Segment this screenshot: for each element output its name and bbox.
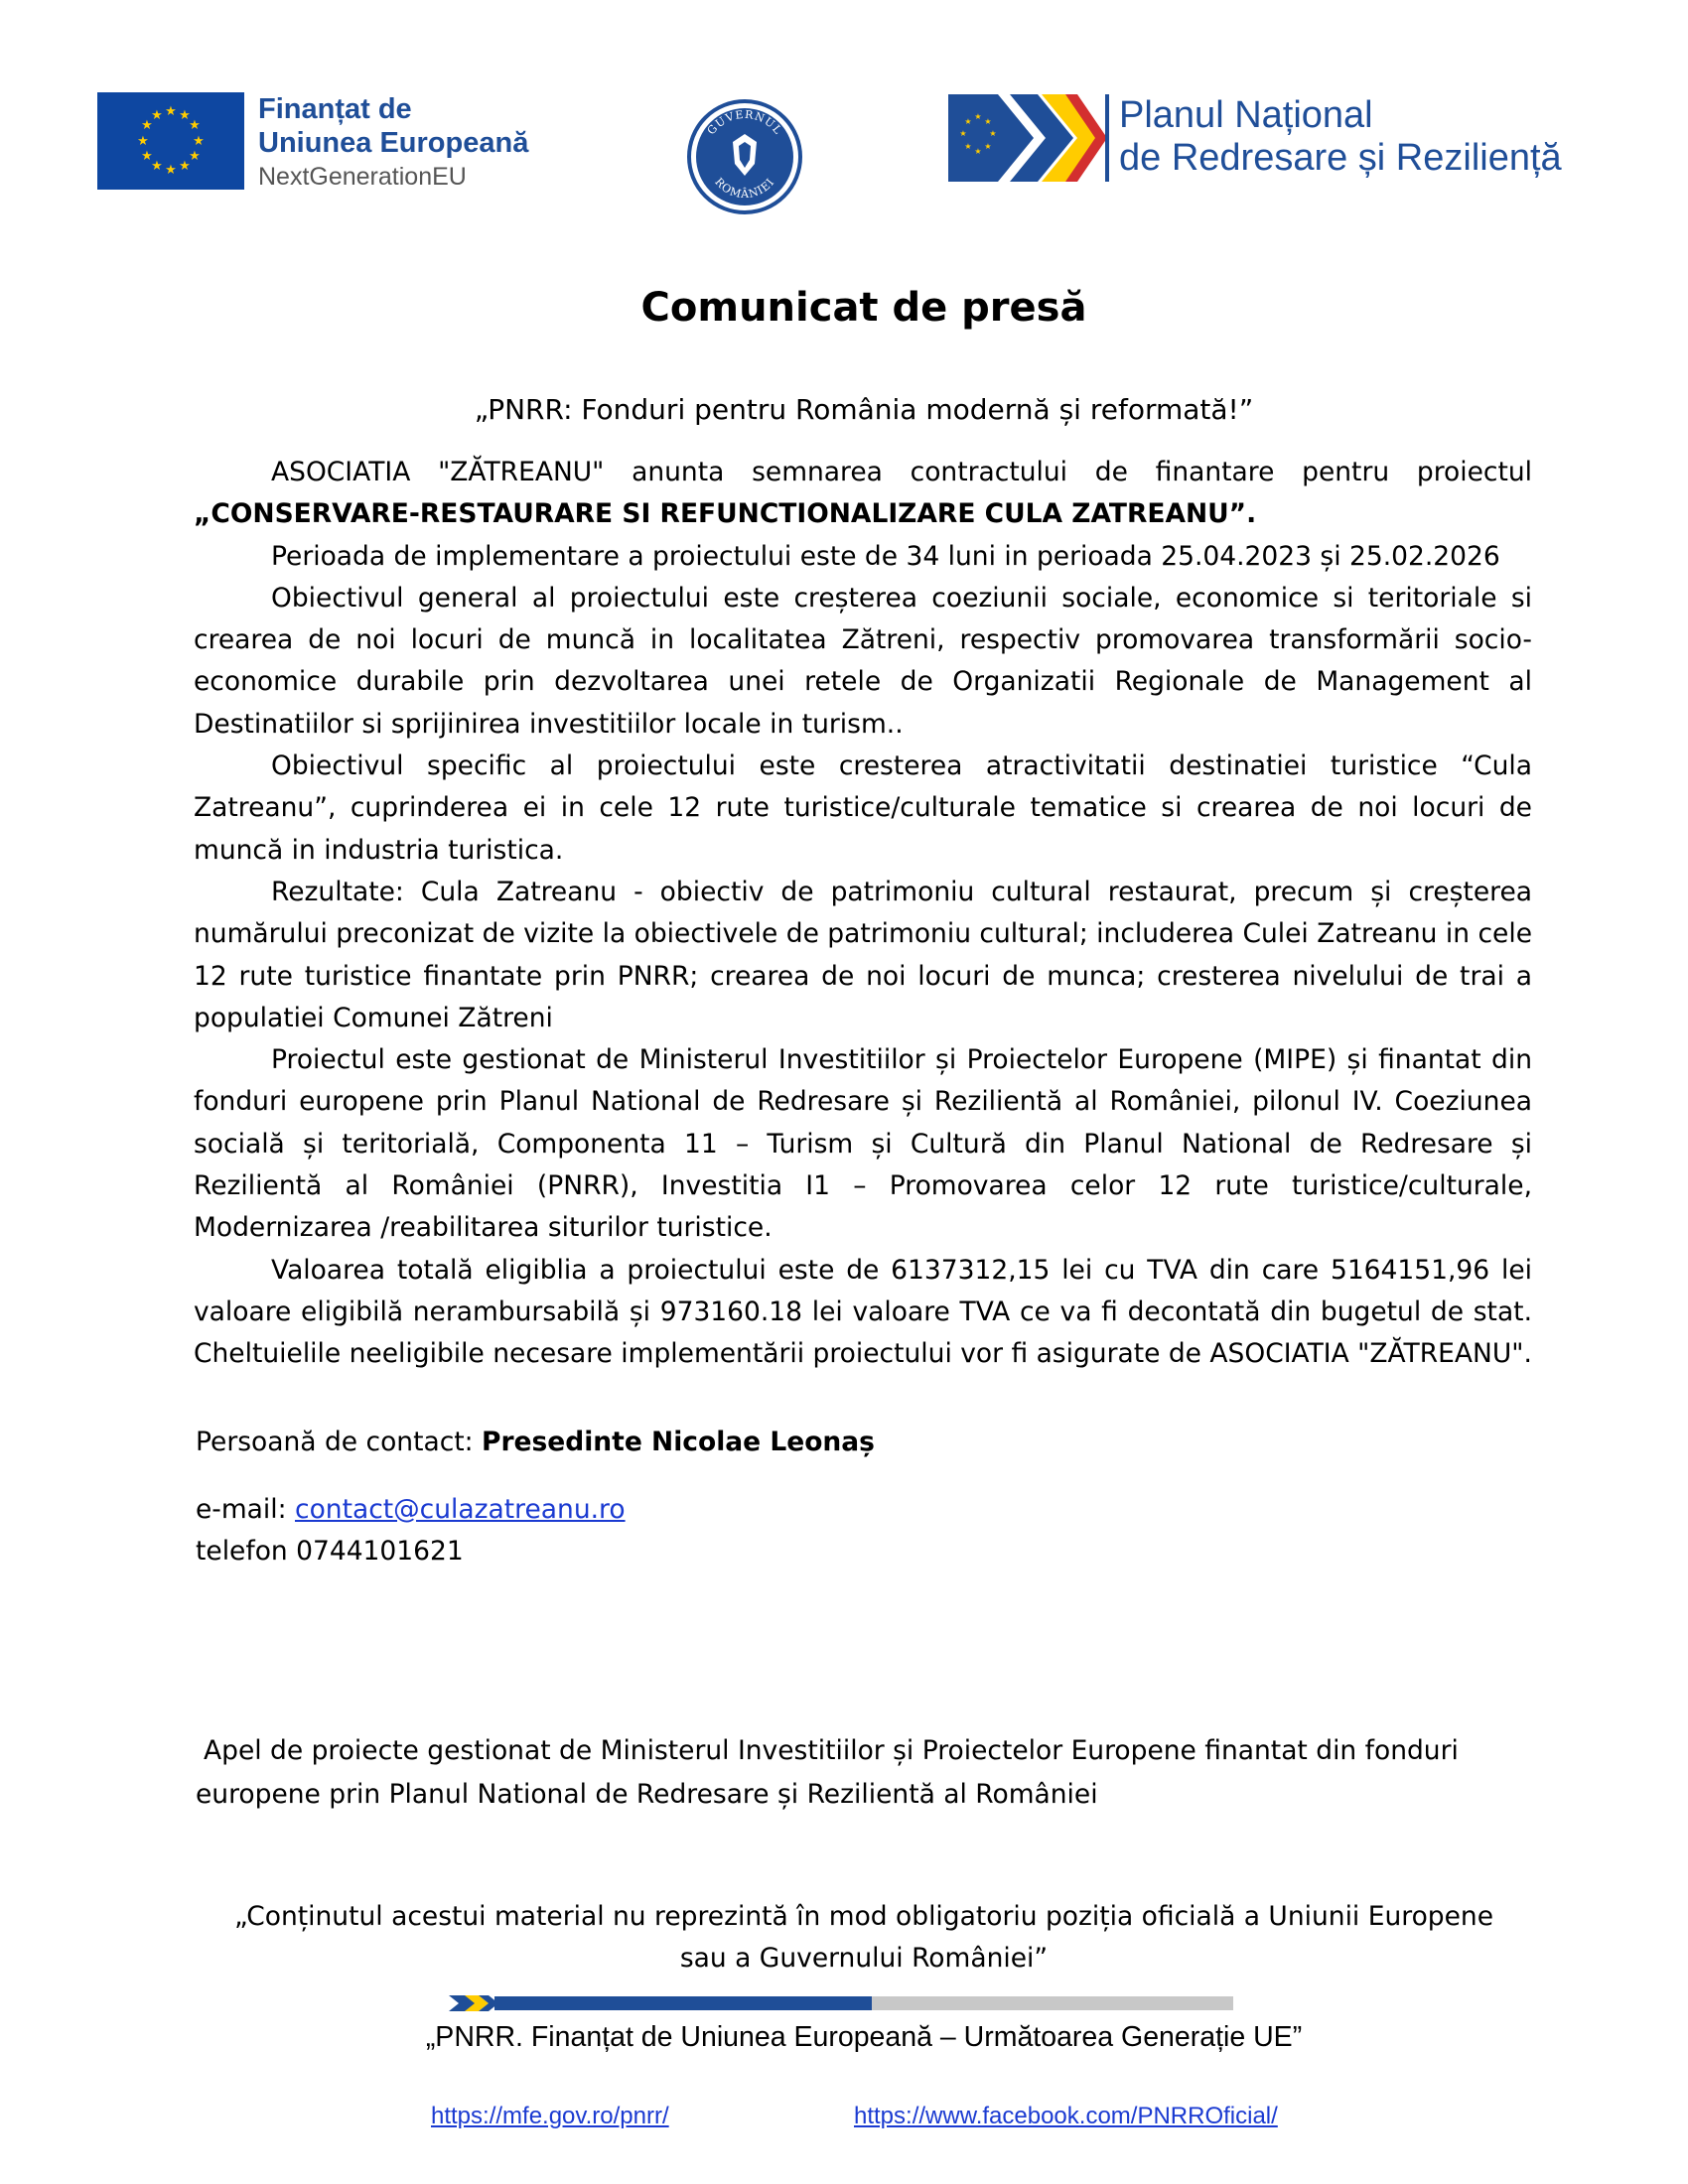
svg-text:★: ★ bbox=[189, 118, 201, 133]
paragraph-announcement bbox=[194, 452, 1532, 536]
press-release-body bbox=[194, 452, 1532, 1376]
announcement-text: ASOCIATIA "ZĂTREANU" anunta semnarea contractului de finantare pentru proiectul bbox=[271, 457, 1532, 487]
eu-logo-line3: NextGenerationEU bbox=[258, 163, 467, 191]
pnrr-divider bbox=[1105, 94, 1109, 182]
svg-text:★: ★ bbox=[151, 108, 163, 123]
svg-text:★: ★ bbox=[179, 108, 191, 123]
email-label: e-mail: bbox=[196, 1494, 295, 1525]
email-line bbox=[196, 1489, 626, 1531]
footer-slogan: „PNRR. Finanțat de Uniunea Europeană – Următoarea Generație UE” bbox=[425, 2021, 1303, 2053]
eu-funding-logo bbox=[97, 92, 554, 200]
pnrr-strip-icon bbox=[449, 1995, 1233, 2011]
contact-name: Presedinte Nicolae Leonaș bbox=[482, 1427, 875, 1457]
svg-text:★: ★ bbox=[984, 142, 992, 151]
svg-text:★: ★ bbox=[141, 118, 153, 133]
paragraph-results: Rezultate: Cula Zatreanu - obiectiv de patrimoniu cultural restaurat, precum și creșterea numărului preconizat de vizite la obiectivele de patrimoniu cultural; includerea Culei Zatreanu in cele 12 rute turistice finantate prin PNRR; crearea de noi locuri de munca; cresterea nivelului de trai a populatiei Comunei Zătreni bbox=[194, 876, 1532, 1033]
contact-person bbox=[196, 1422, 875, 1463]
pnrr-logo-line1: Planul Național bbox=[1119, 94, 1373, 136]
pnrr-arrows-icon bbox=[948, 94, 1107, 182]
svg-text:★: ★ bbox=[165, 104, 177, 119]
svg-text:★: ★ bbox=[165, 163, 177, 178]
contact-label: Persoană de contact: bbox=[196, 1427, 483, 1457]
svg-text:★: ★ bbox=[141, 149, 153, 164]
svg-text:GUVERNUL: GUVERNUL bbox=[704, 107, 785, 138]
paragraph-management: Proiectul este gestionat de Ministerul Investitiilor și Proiectelor Europene (MIPE) și finantat din fonduri europene prin Planul National de Redresare și Rezilientă al României, pilonul IV. Coeziunea socială și teritorială, Componenta 11 – Turism și Cultură din Planul National de Redresare și Rezilientă al României (PNRR), Investitia I1 – Promovarea celor 12 rute turistice/culturale, Modernizarea /reabilitarea siturilor turistice. bbox=[194, 1044, 1532, 1244]
eu-logo-text bbox=[258, 92, 528, 194]
contact-details bbox=[196, 1489, 626, 1572]
svg-text:★: ★ bbox=[964, 117, 972, 126]
eu-flag-icon bbox=[97, 92, 244, 190]
disclaimer bbox=[0, 1896, 1688, 1979]
facebook-pnrr-link[interactable]: https://www.facebook.com/PNRROficial/ bbox=[854, 2103, 1278, 2129]
apel-line2: europene prin Planul National de Redresare și Rezilientă al României bbox=[196, 1779, 1098, 1810]
svg-text:★: ★ bbox=[193, 134, 205, 149]
email-link[interactable]: contact@culazatreanu.ro bbox=[295, 1494, 626, 1525]
svg-text:★: ★ bbox=[137, 134, 149, 149]
page-title: Comunicat de presă bbox=[640, 285, 1087, 331]
disclaimer-line1: „Conținutul acestui material nu reprezintă în mod obligatoriu poziția oficială a Uniunii Europene bbox=[233, 1901, 1494, 1932]
pnrr-logo bbox=[948, 94, 1604, 189]
svg-text:★: ★ bbox=[151, 159, 163, 174]
svg-text:★: ★ bbox=[974, 112, 982, 121]
svg-text:★: ★ bbox=[964, 142, 972, 151]
paragraph-period: Perioada de implementare a proiectului este de 34 luni in perioada 25.04.2023 și 25.02.2026 bbox=[271, 540, 1500, 572]
svg-text:★: ★ bbox=[989, 129, 997, 138]
apel-line1: Apel de proiecte gestionat de Ministerul Investitiilor și Proiectelor Europene finantat din fonduri bbox=[204, 1735, 1459, 1766]
project-name: „CONSERVARE-RESTAURARE SI REFUNCTIONALIZARE CULA ZATREANU”. bbox=[194, 498, 1257, 530]
svg-text:ROMÂNIEI: ROMÂNIEI bbox=[712, 175, 777, 202]
pnrr-slogan: „PNRR: Fonduri pentru România modernă și reformată!” bbox=[474, 393, 1254, 426]
svg-text:★: ★ bbox=[959, 129, 967, 138]
svg-text:★: ★ bbox=[179, 159, 191, 174]
svg-text:★: ★ bbox=[189, 149, 201, 164]
paragraph-specific-objective: Obiectivul specific al proiectului este cresterea atractivitatii destinatiei turistice “Cula Zatreanu”, cuprinderea ei in cele 12 rute turistice/culturale tematice si crearea de noi locuri de muncă in industria turistica. bbox=[194, 751, 1532, 866]
svg-text:★: ★ bbox=[974, 147, 982, 156]
paragraph-general-objective: Obiectivul general al proiectului este creșterea coeziunii sociale, economice si teritoriale si crearea de noi locuri de muncă in localitatea Zătreni, respectiv promovarea transformării socio-economice durabile prin dezvoltarea unei retele de Organizatii Regionale de Management al Destinatiilor si sprijinirea investitiilor locale in turism.. bbox=[194, 582, 1532, 740]
phone-line: telefon 0744101621 bbox=[196, 1536, 464, 1567]
guvernul-romaniei-seal-icon bbox=[686, 98, 803, 215]
pnrr-logo-text bbox=[1119, 94, 1562, 180]
mfe-pnrr-link[interactable]: https://mfe.gov.ro/pnrr/ bbox=[431, 2103, 669, 2129]
pnrr-logo-line2: de Redresare și Reziliență bbox=[1119, 137, 1562, 179]
eu-logo-line1: Finanțat de bbox=[258, 93, 412, 125]
eu-logo-line2: Uniunea Europeană bbox=[258, 127, 529, 159]
paragraph-value: Valoarea totală eligiblia a proiectului este de 6137312,15 lei cu TVA din care 5164151,96 lei valoare eligibilă nerambursabilă și 973160.18 lei valoare TVA ce va fi decontată din bugetul de stat. Cheltuielile neeligibile necesare implementării proiectului vor fi asigurate de ASOCIATIA "ZĂTREANU". bbox=[194, 1254, 1532, 1370]
project-call-note bbox=[196, 1729, 1546, 1817]
svg-text:★: ★ bbox=[984, 117, 992, 126]
disclaimer-line2: sau a Guvernului României” bbox=[679, 1943, 1049, 1974]
